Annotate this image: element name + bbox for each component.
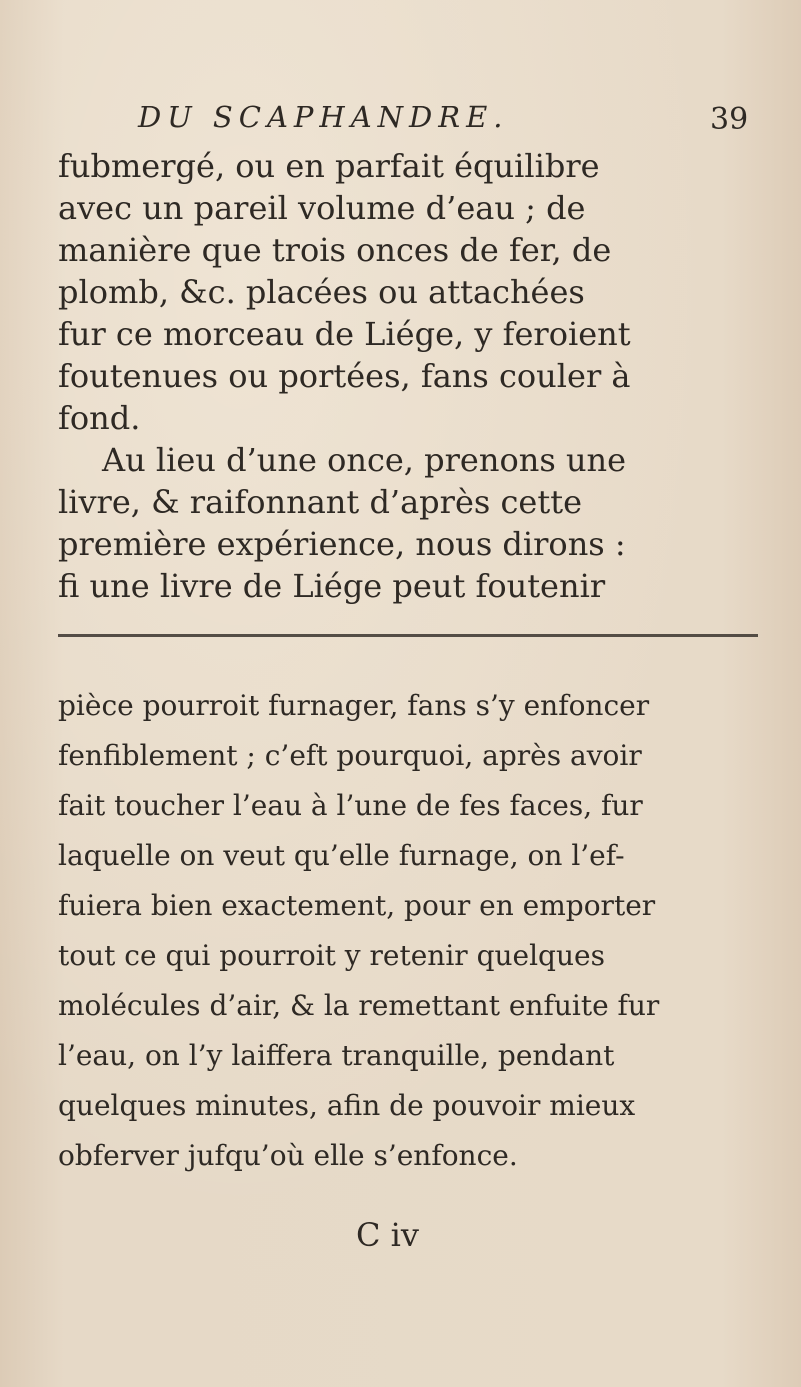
text-line: laquelle on veut qu’elle furnage, on l’ef-	[58, 839, 625, 872]
text-line: molécules d’air, & la remettant enfuite fur	[58, 989, 660, 1022]
text-line: fenfiblement ; c’eft pourquoi, après avoir	[58, 739, 642, 772]
text-line: foutenues ou portées, fans couler à	[58, 357, 631, 395]
text-line: quelques minutes, afin de pouvoir mieux	[58, 1089, 636, 1122]
text-line: fubmergé, ou en parfait équilibre	[58, 147, 600, 185]
text-line: Au lieu d’une once, prenons une	[102, 441, 627, 479]
text-line: fond.	[58, 399, 141, 437]
page-number: 39	[710, 102, 749, 137]
running-title: DU SCAPHANDRE.	[138, 100, 509, 134]
text-line: l’eau, on l’y laiffera tranquille, pendant	[58, 1039, 615, 1072]
text-line: fait toucher l’eau à l’une de fes faces, fur	[58, 789, 643, 822]
signature-mark: C iv	[356, 1216, 419, 1254]
text-line: pièce pourroit furnager, fans s’y enfoncer	[58, 689, 650, 722]
text-line: tout ce qui pourroit y retenir quelques	[58, 939, 605, 972]
text-line: fuiera bien exactement, pour en emporter	[58, 889, 656, 922]
text-line: fi une livre de Liége peut foutenir	[58, 567, 606, 605]
text-line: obferver jufqu’où elle s’enfonce.	[58, 1139, 518, 1172]
text-line: manière que trois onces de fer, de	[58, 231, 612, 269]
text-line: avec un pareil volume d’eau ; de	[58, 189, 586, 227]
text-line: livre, & raifonnant d’après cette	[58, 483, 582, 521]
divider-rule	[58, 634, 758, 637]
text-line: plomb, &c. placées ou attachées	[58, 273, 585, 311]
text-line: première expérience, nous dirons :	[58, 525, 626, 563]
text-line: fur ce morceau de Liége, y feroient	[58, 315, 631, 353]
